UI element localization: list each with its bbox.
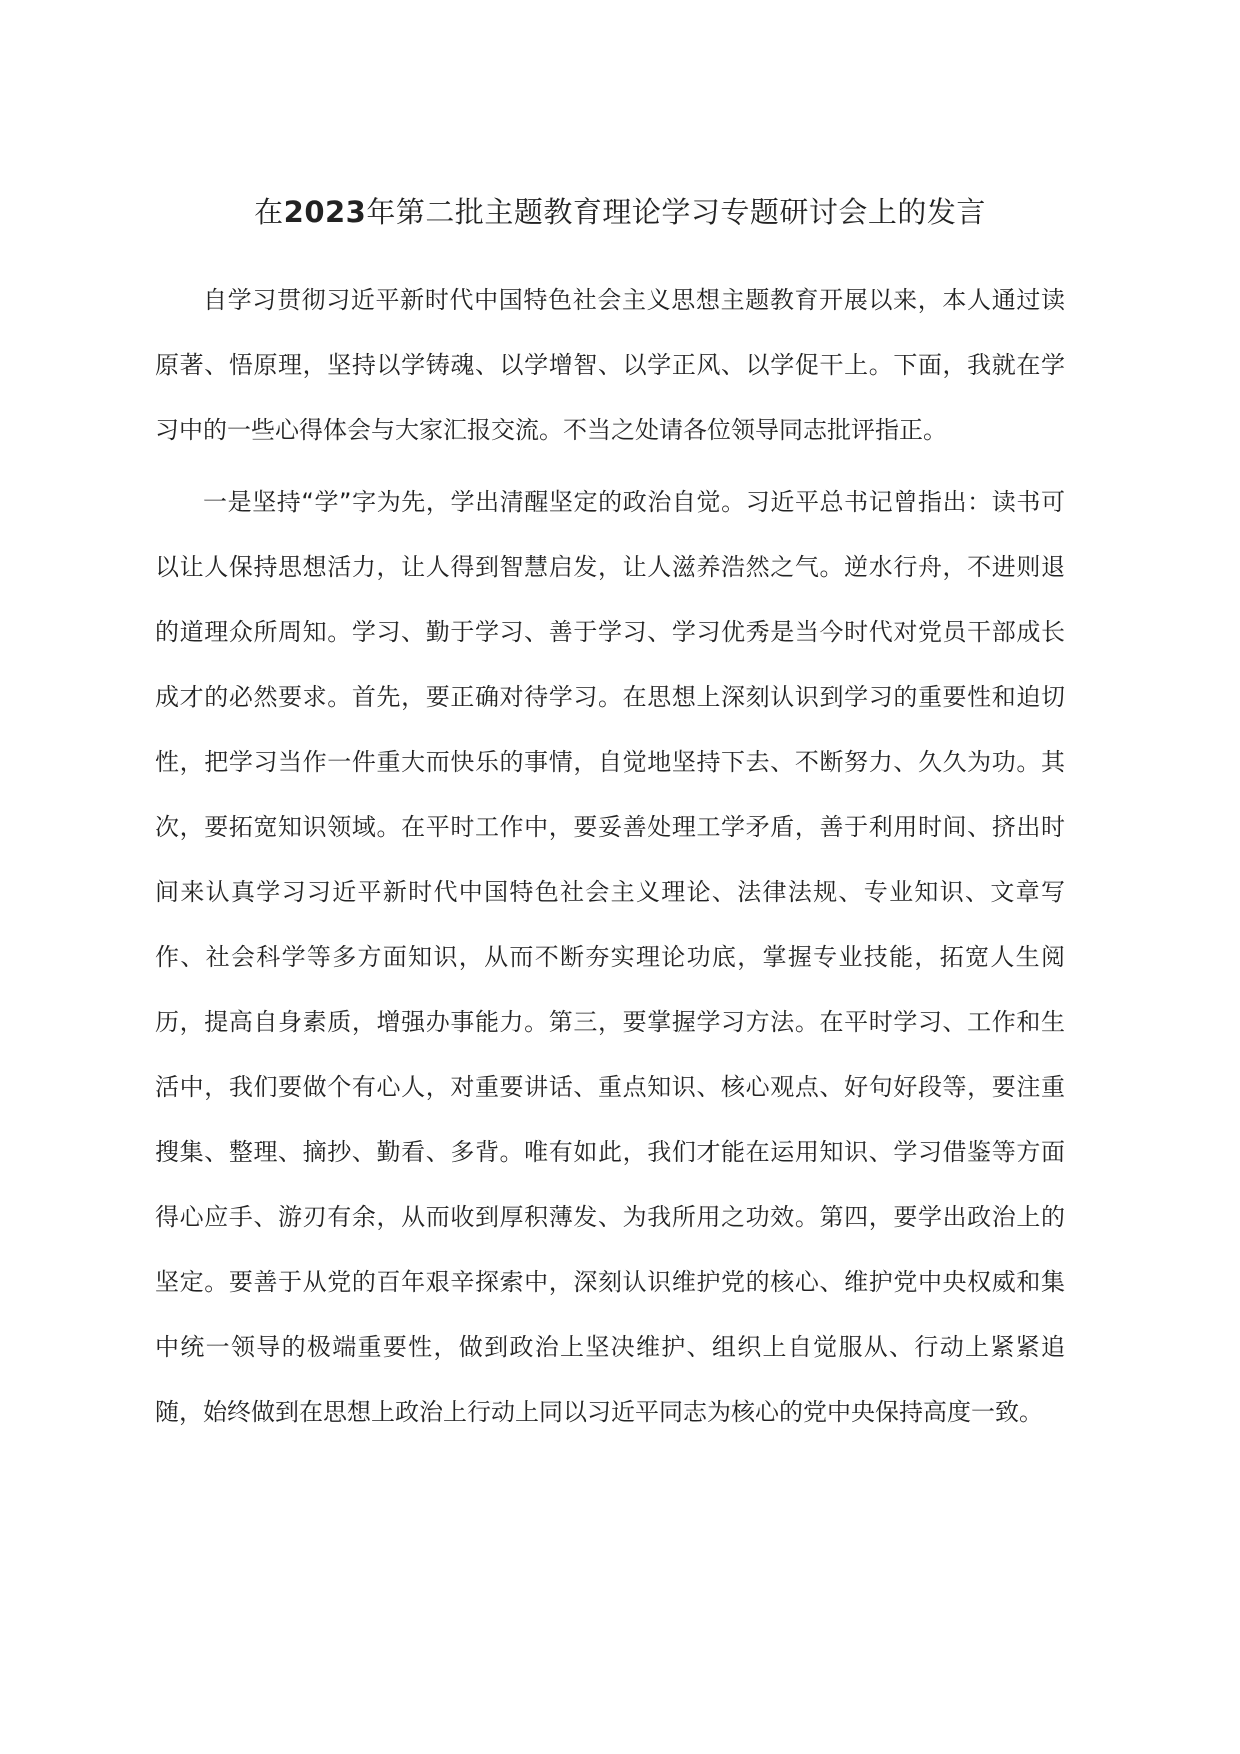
paragraph-point-one: 一是坚持“学”字为先，学出清醒坚定的政治自觉。习近平总书记曾指出：读书可以让人保持思想活力，让人得到智慧启发，让人滋养浩然之气。逆水行舟，不进则退的道理众所周知。学习、勤于学习、善于学习、学习优秀是当今时代对党员干部成长成才的必然要求。首先，要正确对待学习。在思想上深刻认识到学习的重要性和迫切性，把学习当作一件重大而快乐的事情，自觉地坚持下去、不断努力、久久为功。其次，要拓宽知识领域。在平时工作中，要妥善处理工学矛盾，善于利用时间、挤出时间来认真学习习近平新时代中国特色社会主义理论、法律法规、专业知识、文章写作、社会科学等多方面知识，从而不断夯实理论功底，掌握专业技能，拓宽人生阅历，提高自身素质，增强办事能力。第三，要掌握学习方法。在平时学习、工作和生活中，我们要做个有心人，对重要讲话、重点知识、核心观点、好句好段等，要注重搜集、整理、摘抄、勤看、多背。唯有如此，我们才能在运用知识、学习借鉴等方面得心应手、游刃有余，从而收到厚积薄发、为我所用之功效。第四，要学出政治上的坚定。要善于从党的百年艰辛探索中，深刻认识维护党的核心、维护党中央权威和集中统一领导的极端重要性，做到政治上坚决维护、组织上自觉服从、行动上紧紧追随，始终做到在思想上政治上行动上同以习近平同志为核心的党中央保持高度一致。	[155, 488, 1065, 1426]
title-year: 2023	[283, 195, 367, 229]
paragraph-intro: 自学习贯彻习近平新时代中国特色社会主义思想主题教育开展以来，本人通过读原著、悟原理，坚持以学铸魂、以学增智、以学正风、以学促干上。下面，我就在学习中的一些心得体会与大家汇报交流。不当之处请各位领导同志批评指正。	[155, 286, 1065, 444]
title-suffix: 年第二批主题教育理论学习专题研讨会上的发言	[366, 195, 986, 229]
document-title	[0, 190, 1240, 234]
title-prefix: 在	[254, 195, 284, 229]
